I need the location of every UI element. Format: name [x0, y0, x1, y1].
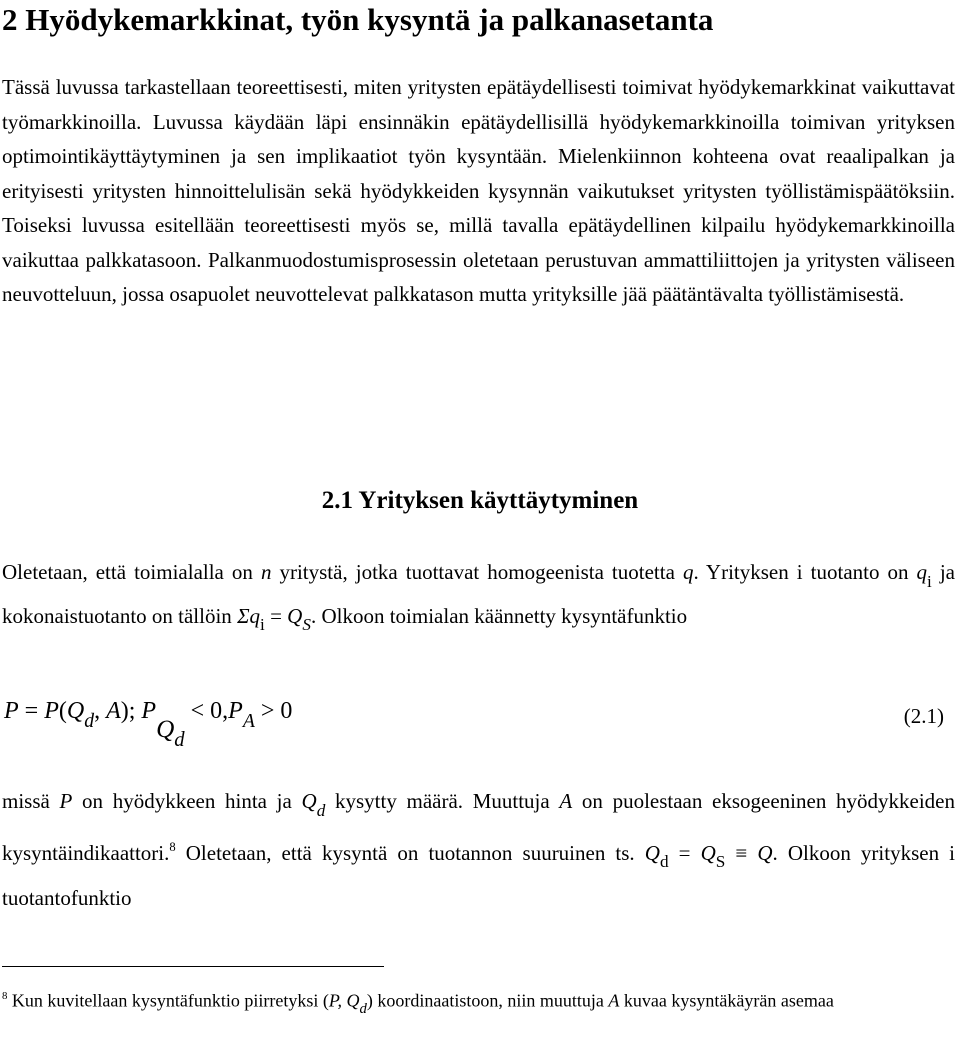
eq-symbol: A — [106, 698, 121, 724]
eq-operator: < 0, — [184, 698, 229, 724]
footnote-reference[interactable]: 8 — [169, 839, 176, 854]
chapter-title: 2 Hyödykemarkkinat, työn kysyntä ja palkanasetanta — [2, 2, 714, 37]
text-run: . Olkoon toimialan käännetty kysyntäfunktio — [310, 603, 688, 628]
eq-operator: = — [18, 698, 45, 724]
math-qi: q — [916, 560, 928, 584]
intro-paragraph: Tässä luvussa tarkastellaan teoreettisesti, miten yritysten epätäydellisesti toimivat hyödykemarkkinat vaikuttavat työmarkkinoilla. Luvussa käydään läpi ensinnäkin epätäydellisillä hyödykemarkkinoilla toimivan yrityksen optimointikäyttäytyminen ja sen implikaatiot työn kysyntään. Mielenkiinnon kohteena ovat reaalipalkan ja erityisesti yritysten hinnoittelulisän sekä hyödykkeiden kysynnän vaikutukset yritysten työllistämispäätöksiin. Toiseksi luvussa esitellään teoreettisesti myös se, millä tavalla epätäydellinen kilpailu hyödykemarkkinoilla vaikuttaa palkkatasoon. Palkanmuodostumisprosessin oletetaan perustuvan ammattiliittojen ja yritysten väliseen neuvotteluun, jossa osapuolet neuvottelevat palkkatason mutta yrityksille jää päätäntävalta työllistämisestä. — [2, 75, 955, 306]
math-q: Q — [757, 840, 773, 865]
eq-comma: , — [94, 698, 107, 724]
math-subscript: d — [659, 852, 669, 872]
text-run: Kun kuvitellaan kysyntäfunktio piirretyksi ( — [7, 990, 329, 1011]
math-qs: Q — [287, 603, 303, 628]
math-n: n — [260, 560, 272, 584]
math-a: A — [559, 789, 573, 813]
definition-paragraph — [2, 783, 955, 916]
eq-subscript — [156, 715, 185, 752]
footnote-mark: 8 — [2, 990, 8, 1002]
eq-sub-symbol: Q — [156, 715, 175, 743]
math-qd: Q — [301, 789, 317, 813]
text-run: missä — [2, 789, 60, 813]
math-pq: P, Q — [328, 990, 360, 1011]
text-run: yritystä, jotka tuottavat homogeenista tuotetta — [271, 560, 683, 584]
text-run: ja kokonaistuotanto on tällöin — [2, 560, 955, 628]
model-paragraph — [2, 555, 955, 642]
eq-subscript: A — [242, 709, 255, 732]
text-run: ≡ — [725, 840, 758, 865]
eq-paren: ( — [58, 698, 67, 724]
math-subscript: d — [316, 800, 326, 820]
equation-2-1 — [4, 690, 944, 760]
footnote-8 — [2, 983, 955, 1022]
eq-symbol: P — [141, 698, 157, 724]
text-run: Oletetaan, että toimialalla on — [2, 560, 261, 584]
equation-number: (2.1) — [903, 704, 944, 728]
section-title: 2.1 Yrityksen käyttäytyminen — [321, 487, 639, 514]
math-p: P — [59, 789, 73, 813]
text-run: = — [264, 603, 288, 628]
math-qd: Q — [644, 840, 660, 865]
eq-subscript: d — [84, 709, 95, 732]
text-run: on puolestaan eksogeeninen hyödykkeiden kysyntäindikaattori. — [2, 789, 955, 865]
math-subscript: d — [359, 1001, 367, 1018]
eq-operator: > 0 — [254, 698, 293, 724]
equation-body — [4, 698, 292, 752]
math-qs: Q — [700, 840, 716, 865]
eq-sub-sub: d — [174, 729, 185, 752]
text-run: Oletetaan, että kysyntä on tuotannon suuruinen ts. — [175, 840, 645, 865]
eq-symbol: P — [4, 698, 19, 724]
text-run: . Yrityksen i tuotanto on — [693, 560, 917, 584]
footnote-divider — [2, 966, 384, 967]
math-a: A — [608, 990, 620, 1011]
text-run: = — [668, 840, 701, 865]
eq-paren: ); — [120, 698, 142, 724]
text-run: kysytty määrä. Muuttuja — [325, 789, 560, 813]
math-subscript: S — [715, 852, 726, 872]
text-run: ) koordinaatistoon, niin muuttuja — [366, 990, 609, 1011]
math-subscript: S — [302, 615, 311, 635]
text-run: on hyödykkeen hinta ja — [72, 789, 302, 813]
math-sum: Σq — [237, 603, 261, 628]
text-run: . Olkoon yrityksen i tuotantofunktio — [2, 840, 955, 911]
math-subscript: i — [927, 571, 932, 591]
math-subscript: i — [260, 615, 265, 635]
eq-symbol: P — [44, 698, 59, 724]
math-q: q — [682, 560, 694, 584]
eq-symbol: P — [228, 698, 243, 724]
text-run: kuvaa kysyntäkäyrän asemaa — [619, 990, 834, 1011]
eq-symbol: Q — [66, 698, 85, 724]
